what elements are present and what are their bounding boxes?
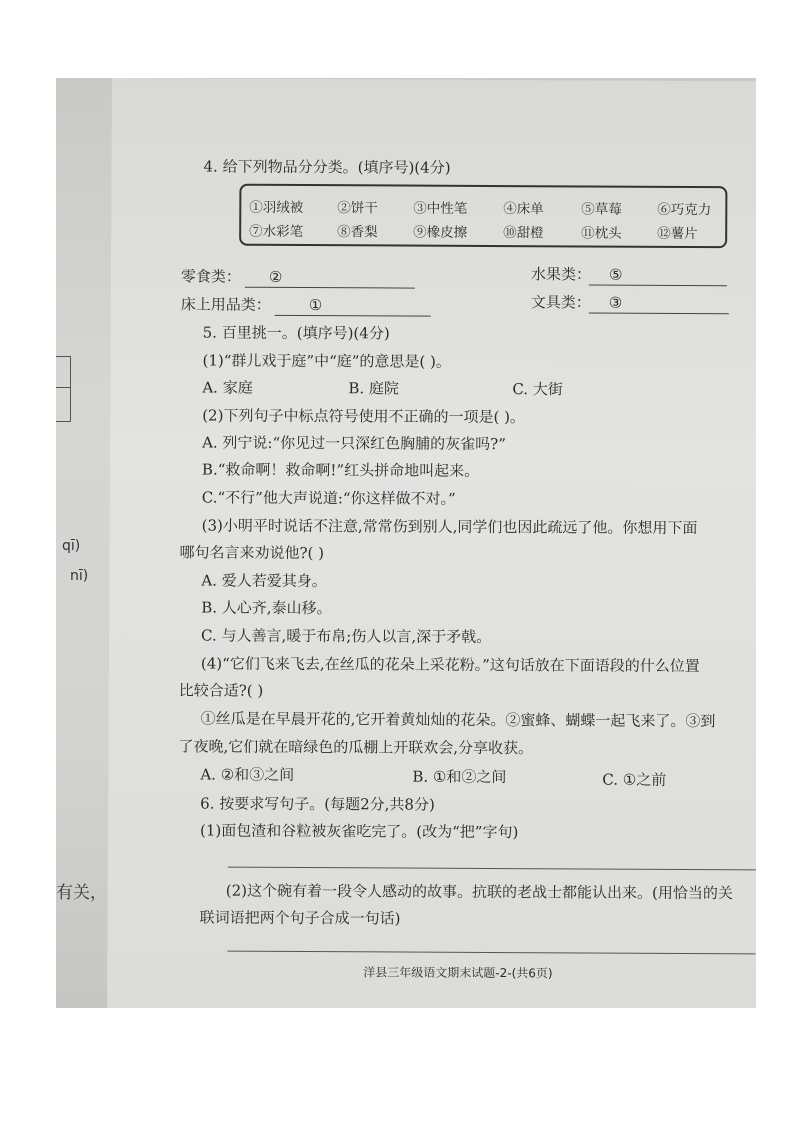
q5-1-option-c: C. 大街 (512, 380, 563, 399)
q5-2-option-a: A. 列宁说:“你见过一只深红色胸脯的灰雀吗?” (202, 433, 506, 454)
item-1: ①羽绒被 (249, 199, 304, 217)
fruit-answer: ⑤ (589, 265, 727, 287)
bed-label: 床上用品类： (180, 295, 271, 314)
bed-answer: ① (275, 295, 431, 317)
margin-fragment-ni: nī) (70, 568, 89, 584)
photo-background (56, 78, 756, 1008)
item-3: ③中性笔 (413, 200, 468, 217)
q5-3-question-line2: 哪句名言来劝说他?( ) (179, 543, 325, 563)
q5-4-option-a: A. ②和③之间 (200, 765, 295, 784)
stationery-label: 文具类： (530, 293, 591, 312)
q5-4-option-c: C. ①之前 (602, 770, 667, 789)
q5-4-passage-line1: ①丝瓜是在早晨开花的,它开着黄灿灿的花朵。②蜜蜂、蝴蝶一起飞来了。③到 (200, 709, 716, 731)
q6-2-answer-line[interactable] (227, 951, 755, 955)
items-box (239, 184, 727, 249)
margin-fragment-youguan: 有关， (56, 883, 107, 903)
item-7: ⑦水彩笔 (249, 223, 304, 241)
q5-title: 5. 百里挑一。(填序号)(4分) (202, 323, 390, 343)
q5-3-question-line1: (3)小明平时说话不注意,常常伤到别人,同学们也因此疏远了他。你想用下面 (201, 516, 698, 538)
exam-page (107, 78, 756, 1008)
item-6: ⑥巧克力 (657, 201, 712, 219)
item-11: ⑪枕头 (581, 225, 622, 242)
q5-4-question-line1: (4)“它们飞来飞去,在丝瓜的花朵上采花粉。”这句话放在下面语段的什么位置 (200, 654, 700, 676)
q6-2-question-line2: 联词语把两个句子合成一句话) (199, 908, 401, 928)
snack-label: 零食类： (180, 267, 242, 286)
q6-title: 6. 按要求写句子。(每题2分,共8分) (200, 794, 435, 814)
q5-3-option-b: B. 人心齐,泰山移。 (201, 598, 332, 618)
snack-answer: ② (245, 267, 415, 289)
q5-4-passage-line2: 了夜晚,它们就在暗绿色的瓜棚上开联欢会,分享收获。 (178, 737, 534, 758)
page-footer: 洋县三年级语文期末试题-2-(共6页) (363, 965, 553, 981)
q5-3-option-c: C. 与人善言,暖于布帛;伤人以言,深于矛戟。 (201, 626, 492, 646)
q5-2-question: (2)下列句子中标点符号使用不正确的一项是( )。 (202, 406, 526, 427)
item-12: ⑫薯片 (657, 225, 698, 243)
item-8: ⑧香梨 (337, 224, 378, 241)
q5-1-option-a: A. 家庭 (202, 378, 253, 397)
margin-fragment-qi: qī) (62, 538, 81, 554)
fruit-label: 水果类： (530, 265, 592, 284)
q5-1-question: (1)“群儿戏于庭”中“庭”的意思是( )。 (202, 351, 451, 371)
margin-score-box (56, 356, 71, 422)
q5-4-question-line2: 比较合适?( ) (178, 681, 264, 700)
q6-2-question-line1: (2)这个碗有着一段令人感动的故事。抗联的老战士都能认出来。(用恰当的关 (225, 881, 733, 903)
stationery-answer: ③ (589, 292, 729, 314)
q5-1-option-b: B. 庭院 (348, 379, 399, 398)
item-9: ⑨橡皮擦 (413, 224, 468, 241)
item-10: ⑩甜橙 (503, 225, 544, 242)
item-4: ④床单 (503, 201, 544, 218)
q5-2-option-b: B.“救命啊！救命啊!”红头拼命地叫起来。 (201, 460, 480, 480)
item-2: ②饼干 (337, 200, 378, 217)
q5-4-option-b: B. ①和②之间 (412, 767, 507, 787)
q6-1-question: (1)面包渣和谷粒被灰雀吃完了。(改为“把”字句) (200, 821, 519, 842)
q4-title: 4. 给下列物品分分类。(填序号)(4分) (203, 157, 451, 177)
q5-2-option-c: C.“不行”他大声说道:“你这样做不对。” (201, 488, 456, 508)
q6-1-answer-line[interactable] (228, 867, 756, 871)
q5-3-option-a: A. 爱人若爱其身。 (201, 571, 327, 591)
item-5: ⑤草莓 (581, 201, 622, 218)
